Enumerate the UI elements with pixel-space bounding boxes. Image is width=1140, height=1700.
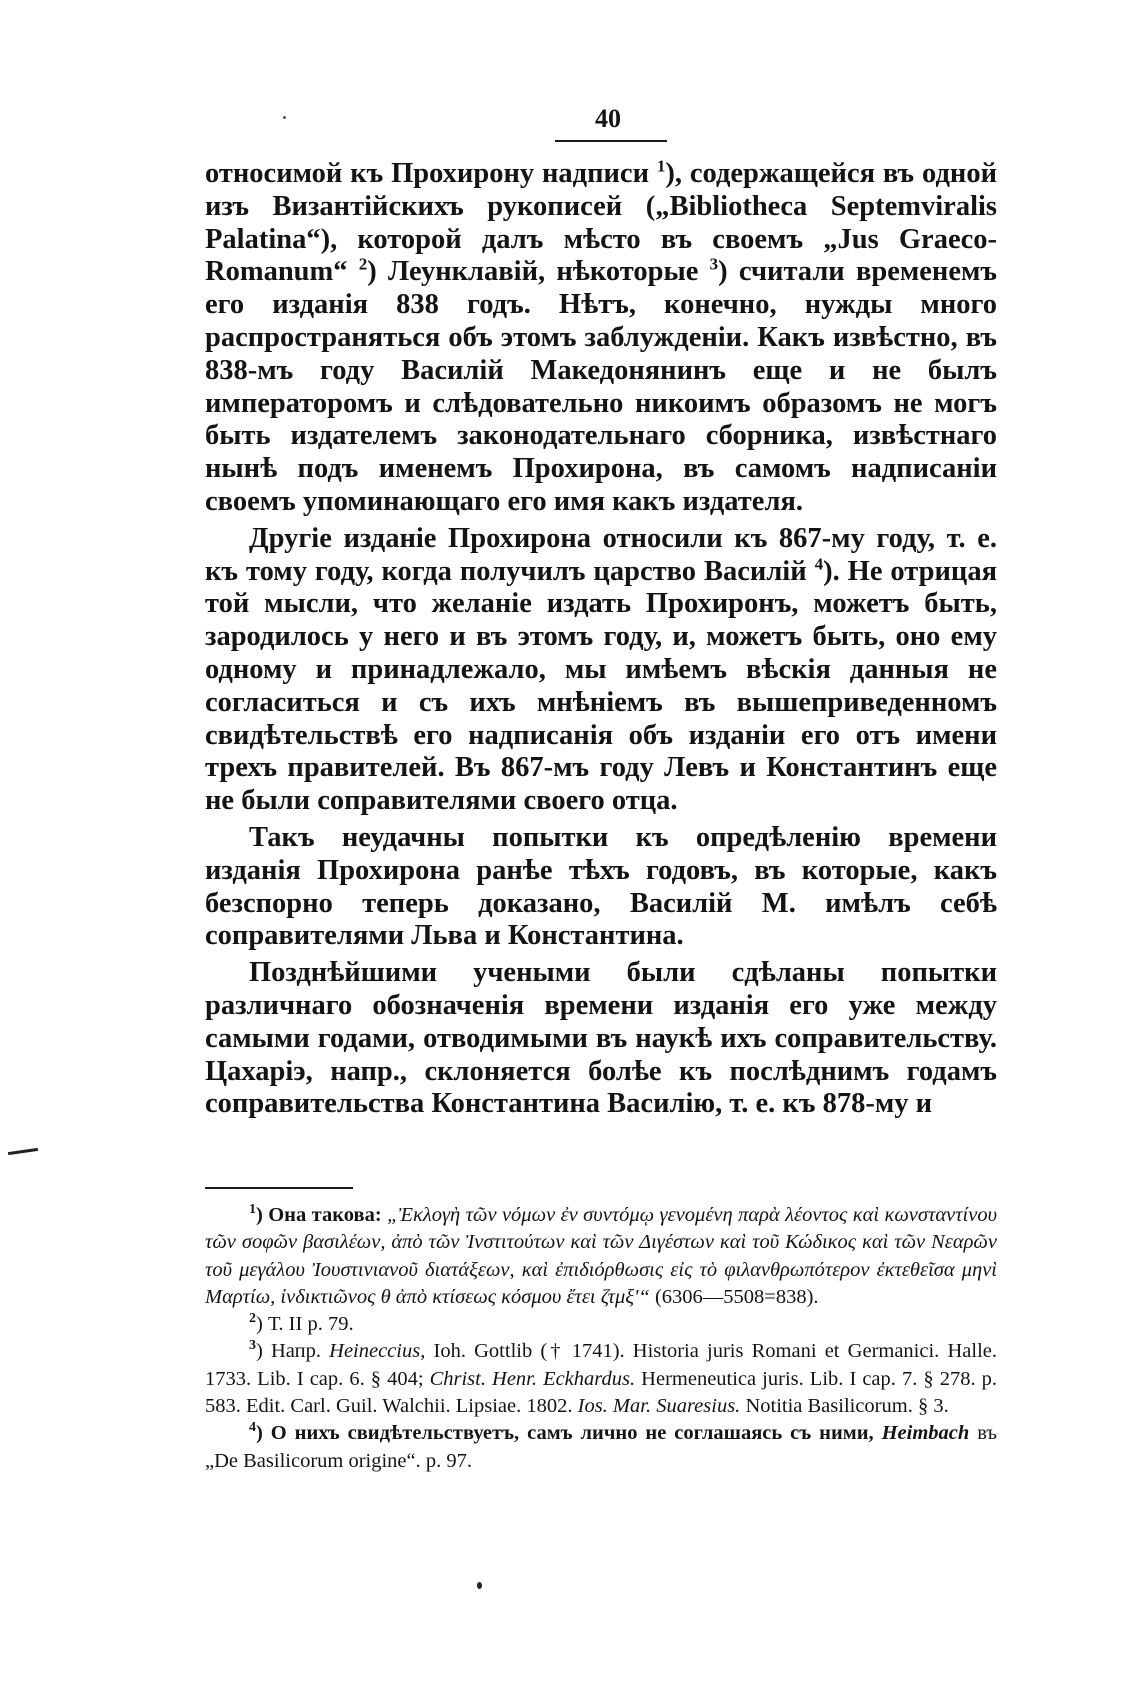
paragraph-1-text-a: относимой къ Прохирону надписи [205,158,657,189]
footnote-4-text-b: въ „De Basilicorum origine“. p. 97. [205,1422,997,1472]
footnote-3-text-c: Hermeneutica juris. Lib. I cap. 7. § 278. p. 583. Edit. Carl. Guil. Walchii. Lipsiae. 1802. [205,1367,997,1418]
paragraph-1-text-d: ) считали временемъ его изданія 838 годъ. Нѣтъ, конечно, нужды много распространяться объ этомъ заблужденіи. Какъ извѣстно, въ 838-мъ году Василій Македонянинъ еще и не былъ императоромъ и слѣдовательно никоимъ образомъ не могъ быть издателемъ законодательнаго сборника, извѣстнаго нынѣ подъ именемъ Прохирона, въ самомъ надписаніи своемъ упоминающаго его имя какъ издателя. [205,256,998,517]
footnote-ref-4: 4 [814,554,824,574]
footnote-2-mark: 2 [249,1311,256,1327]
margin-mark [8,1148,38,1155]
paragraph-2 [205,523,997,818]
footnote-3-text-a: ) Напр. [256,1340,330,1363]
print-speck-bottom [477,1582,482,1589]
footnote-2-text: ) Т. II p. 79. [256,1313,354,1336]
paragraph-2-text-b: ). Не отрицая той мысли, что желаніе издать Прохиронъ, можетъ быть, зародилось у него и въ этомъ году, и, можетъ быть, оно ему одному и принадлежало, мы имѣемъ вѣскія данныя не согласиться и съ ихъ мнѣніемъ въ вышеприведенномъ свидѣтельствѣ его надписанія объ изданіи его отъ имени трехъ правителей. Въ 867-мъ году Левъ и Константинъ еще не были соправителями своего отца. [205,555,997,817]
footnote-4-text-a: ) О нихъ свидѣтельствуетъ, самъ лично не соглашаясь съ ними, [256,1422,882,1445]
footnote-3-text-d: Notitia Basilicorum. § 3. [740,1395,949,1418]
footnote-ref-1: 1 [656,156,666,176]
page-number-underline [555,140,667,142]
main-text [205,158,997,1121]
footnote-4-mark: 4 [249,1420,256,1436]
footnote-3-author-1: Heineccius, [329,1340,426,1363]
footnote-4 [205,1420,997,1475]
footnote-1-mark: 1 [249,1202,256,1218]
paragraph-3: Такъ неудачны попытки къ опредѣленію времени изданія Прохирона ранѣе тѣхъ годовъ, въ которые, какъ безспорно теперь доказано, Василій М. имѣлъ себѣ соправителями Льва и Константина. [205,821,997,952]
footnote-3-author-3: Ios. Mar. Suaresius. [577,1395,741,1418]
page-number: 40 [595,104,621,133]
footnote-1-label: ) Она такова: [256,1204,388,1226]
footnote-3-mark: 3 [249,1338,256,1354]
footnote-separator [205,1187,353,1189]
paragraph-4: Позднѣйшими учеными были сдѣланы попытки различнаго обозначенія времени изданія его уже между самыми годами, отводимыми въ наукѣ ихъ соправительству. Цахаріэ, напр., склоняется болѣе къ послѣднимъ годамъ соправительства Константина Василію, т. е. къ 878-му и [205,957,997,1120]
footnote-3-text-b: Ioh. Gottlib († 1741). Historia juris Romani et Germanici. Halle. 1733. Lib. I cap. 6. § 404; [205,1340,997,1390]
footnote-1 [205,1202,997,1311]
footnote-3 [205,1338,997,1420]
paragraph-2-text-a: Другіе изданіе Прохирона относили къ 867-му году, т. е. къ тому году, когда получилъ царство Василій [205,522,997,587]
footnote-4-author: Heimbach [881,1422,970,1445]
footnote-2 [205,1311,997,1338]
footnote-3-author-2: Christ. Henr. Eckhardus. [429,1367,636,1390]
paragraph-1 [205,158,997,519]
footnote-1-greek-quote: „Ἐκλογὴ τῶν νόμων ἐν συντόμῳ γενομένη παρὰ λέοντος καὶ κωνσταντίνου τῶν σοφῶν βασιλέων, ἀπὸ τῶν Ἰνστιτούτων καὶ τῶν Διγέστων καὶ τοῦ Κώδικος καὶ τῶν Νεαρῶν τοῦ μεγάλου Ἰουστινιανοῦ διατάξεων, καὶ ἐπιδιόρθωσις εἰς τὸ φιλανθρωπότερον ἐκτεθεῖσα μηνὶ Μαρτίω, ἰνδικτιῶνος θ ἀπὸ κτίσεως κόσμου ἔτει ζτμξ'“ [205,1204,997,1308]
footnotes [205,1202,997,1475]
paragraph-1-text-c: ) Леунклавій, нѣкоторые [367,256,710,288]
paragraph-1-text-b: ), содержащейся въ одной изъ Византійскихъ рукописей („Bibliotheca Septemviralis Palatina“), которой далъ мѣсто въ своемъ „Jus Graeco-Romanum“ [205,158,997,288]
footnote-ref-3: 3 [709,254,719,274]
footnote-ref-2: 2 [358,254,368,274]
footnote-1-tail: (6306—5508=838). [649,1285,819,1308]
print-speck [283,116,286,119]
